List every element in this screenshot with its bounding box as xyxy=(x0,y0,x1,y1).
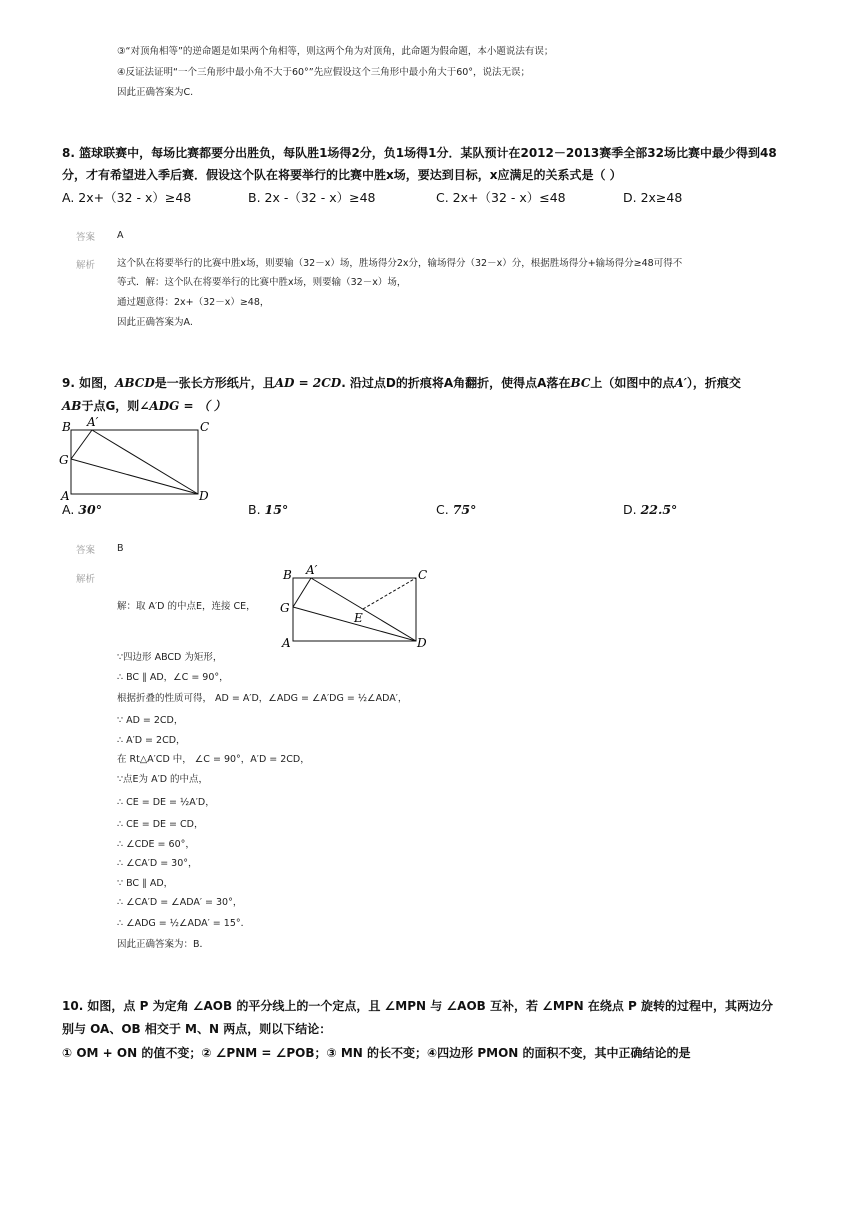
q9-solution-line14: ∴ ∠CA′D = ∠ADA′ = 30°， xyxy=(117,897,243,908)
q9-solution-line7: 在 Rt△A′CD 中， ∠C = 90°，A′D = 2CD， xyxy=(117,754,310,765)
q9-solution-line9: ∴ CE = DE = ½A′D， xyxy=(117,797,215,808)
q9-option-d[interactable]: D. 22.5° xyxy=(623,502,678,517)
solution-label-e: E xyxy=(354,611,363,625)
q8-option-d[interactable]: D. 2x≥48 xyxy=(623,190,683,205)
rectangle-abcd xyxy=(71,430,198,494)
solution-label-b: B xyxy=(283,568,292,582)
top-line-1: ③“对顶角相等”的逆命题是如果两个角相等，则这两个角为对顶角，此命题为假命题，本小题说法有误； xyxy=(117,46,554,57)
q9-stem-line1: 9. 如图，ABCD是一张长方形纸片，且AD = 2CD. 沿过点D的折痕将A角翻折，使得点A落在BC上（如图中的点A′），折痕交 xyxy=(62,376,741,390)
solution-label-d: D xyxy=(417,636,427,650)
q9-solution-figure xyxy=(278,562,438,654)
q8-option-c[interactable]: C. 2x+（32 - x）≤48 xyxy=(436,190,566,205)
q9-solution-line15: ∴ ∠ADG = ½∠ADA′ = 15°． xyxy=(117,918,251,929)
q8-analysis-label: 解析 xyxy=(76,260,96,271)
q9-option-c[interactable]: C. 75° xyxy=(436,502,477,517)
q9-stem-line2: AB于点G，则∠ADG = （ ） xyxy=(62,399,226,413)
q8-stem-line2: 分，才有希望进入季后赛．假设这个队在将要举行的比赛中胜x场，要达到目标，x应满足的关系式是（ ） xyxy=(62,168,622,182)
q8-stem-line1: 8. 篮球联赛中，每场比赛都要分出胜负，每队胜1场得2分，负1场得1分．某队预计在2012－2013赛季全部32场比赛中最少得到48 xyxy=(62,146,777,160)
q8-analysis-line1: 这个队在将要举行的比赛中胜x场，则要输（32－x）场，胜场得分2x分，输场得分（32－x）分，根据胜场得分+输场得分≥48可得不 xyxy=(117,258,683,269)
q9-solution-line10: ∴ CE = DE = CD， xyxy=(117,819,204,830)
q10-stem-line1: 10. 如图，点 P 为定角 ∠AOB 的平分线上的一个定点，且 ∠MPN 与 ∠AOB 互补，若 ∠MPN 在绕点 P 旋转的过程中，其两边分 xyxy=(62,999,774,1013)
label-a: A xyxy=(61,489,70,503)
q8-option-a[interactable]: A. 2x+（32 - x）≥48 xyxy=(62,190,192,205)
q9-solution-line5: ∵ AD = 2CD， xyxy=(117,715,184,726)
q8-answer-label: 答案 xyxy=(76,232,96,243)
q9-solution-line4: 根据折叠的性质可得， AD = A′D，∠ADG = ∠A′DG = ½∠ADA′， xyxy=(117,693,408,704)
q9-solution-line11: ∴ ∠CDE = 60°， xyxy=(117,839,195,850)
label-g: G xyxy=(59,453,69,467)
segment-gd xyxy=(71,459,198,494)
q9-option-a[interactable]: A. 30° xyxy=(62,502,102,517)
q9-solution-line13: ∵ BC ∥ AD， xyxy=(117,878,174,889)
q9-figure xyxy=(56,414,216,504)
q9-answer-label: 答案 xyxy=(76,545,96,556)
q9-solution-line1: 解：取 A′D 的中点E，连接 CE， xyxy=(117,601,256,612)
solution-label-g: G xyxy=(280,601,290,615)
q8-answer: A xyxy=(117,230,124,241)
q10-stem-line3: ① OM + ON 的值不变；② ∠PNM = ∠POB；③ MN 的长不变；④四边形 PMON 的面积不变，其中正确结论的是 xyxy=(62,1046,691,1060)
q9-option-b[interactable]: B. 15° xyxy=(248,502,289,517)
q8-analysis-line3: 通过题意得：2x+（32－x）≥48， xyxy=(117,297,270,308)
solution-label-c: C xyxy=(418,568,428,582)
segment-ga1 xyxy=(71,430,92,459)
q9-answer: B xyxy=(117,543,124,554)
solution-segment-ce xyxy=(363,578,416,609)
q9-solution-line3: ∴ BC ∥ AD，∠C = 90°， xyxy=(117,672,229,683)
q9-analysis-label: 解析 xyxy=(76,574,96,585)
label-d: D xyxy=(199,489,209,503)
solution-label-a-prime: A′ xyxy=(306,563,318,577)
q9-solution-line12: ∴ ∠CA′D = 30°， xyxy=(117,858,198,869)
top-line-2: ④反证法证明“一个三角形中最小角不大于60°”先应假设这个三角形中最小角大于60°，说法无误； xyxy=(117,67,531,78)
solution-segment-ga1 xyxy=(293,578,311,607)
solution-rectangle xyxy=(293,578,416,641)
top-line-3: 因此正确答案为C. xyxy=(117,87,194,98)
q9-solution-line6: ∴ A′D = 2CD， xyxy=(117,735,186,746)
q8-analysis-line2: 等式．解：这个队在将要举行的比赛中胜x场，则要输（32－x）场， xyxy=(117,277,407,288)
label-c: C xyxy=(200,420,210,434)
q8-option-b[interactable]: B. 2x -（32 - x）≥48 xyxy=(248,190,376,205)
q10-stem-line2: 别与 OA、OB 相交于 M、N 两点，则以下结论： xyxy=(62,1022,332,1036)
label-a-prime: A′ xyxy=(87,415,99,429)
solution-segment-a1d xyxy=(311,578,416,641)
q9-solution-line2: ∵四边形 ABCD 为矩形， xyxy=(117,652,223,663)
solution-label-a: A xyxy=(282,636,291,650)
q9-solution-line16: 因此正确答案为：B． xyxy=(117,939,210,950)
q8-analysis-line4: 因此正确答案为A. xyxy=(117,317,193,328)
segment-a1d xyxy=(92,430,198,494)
label-b: B xyxy=(62,420,71,434)
q9-solution-line8: ∵点E为 A′D 的中点， xyxy=(117,774,209,785)
